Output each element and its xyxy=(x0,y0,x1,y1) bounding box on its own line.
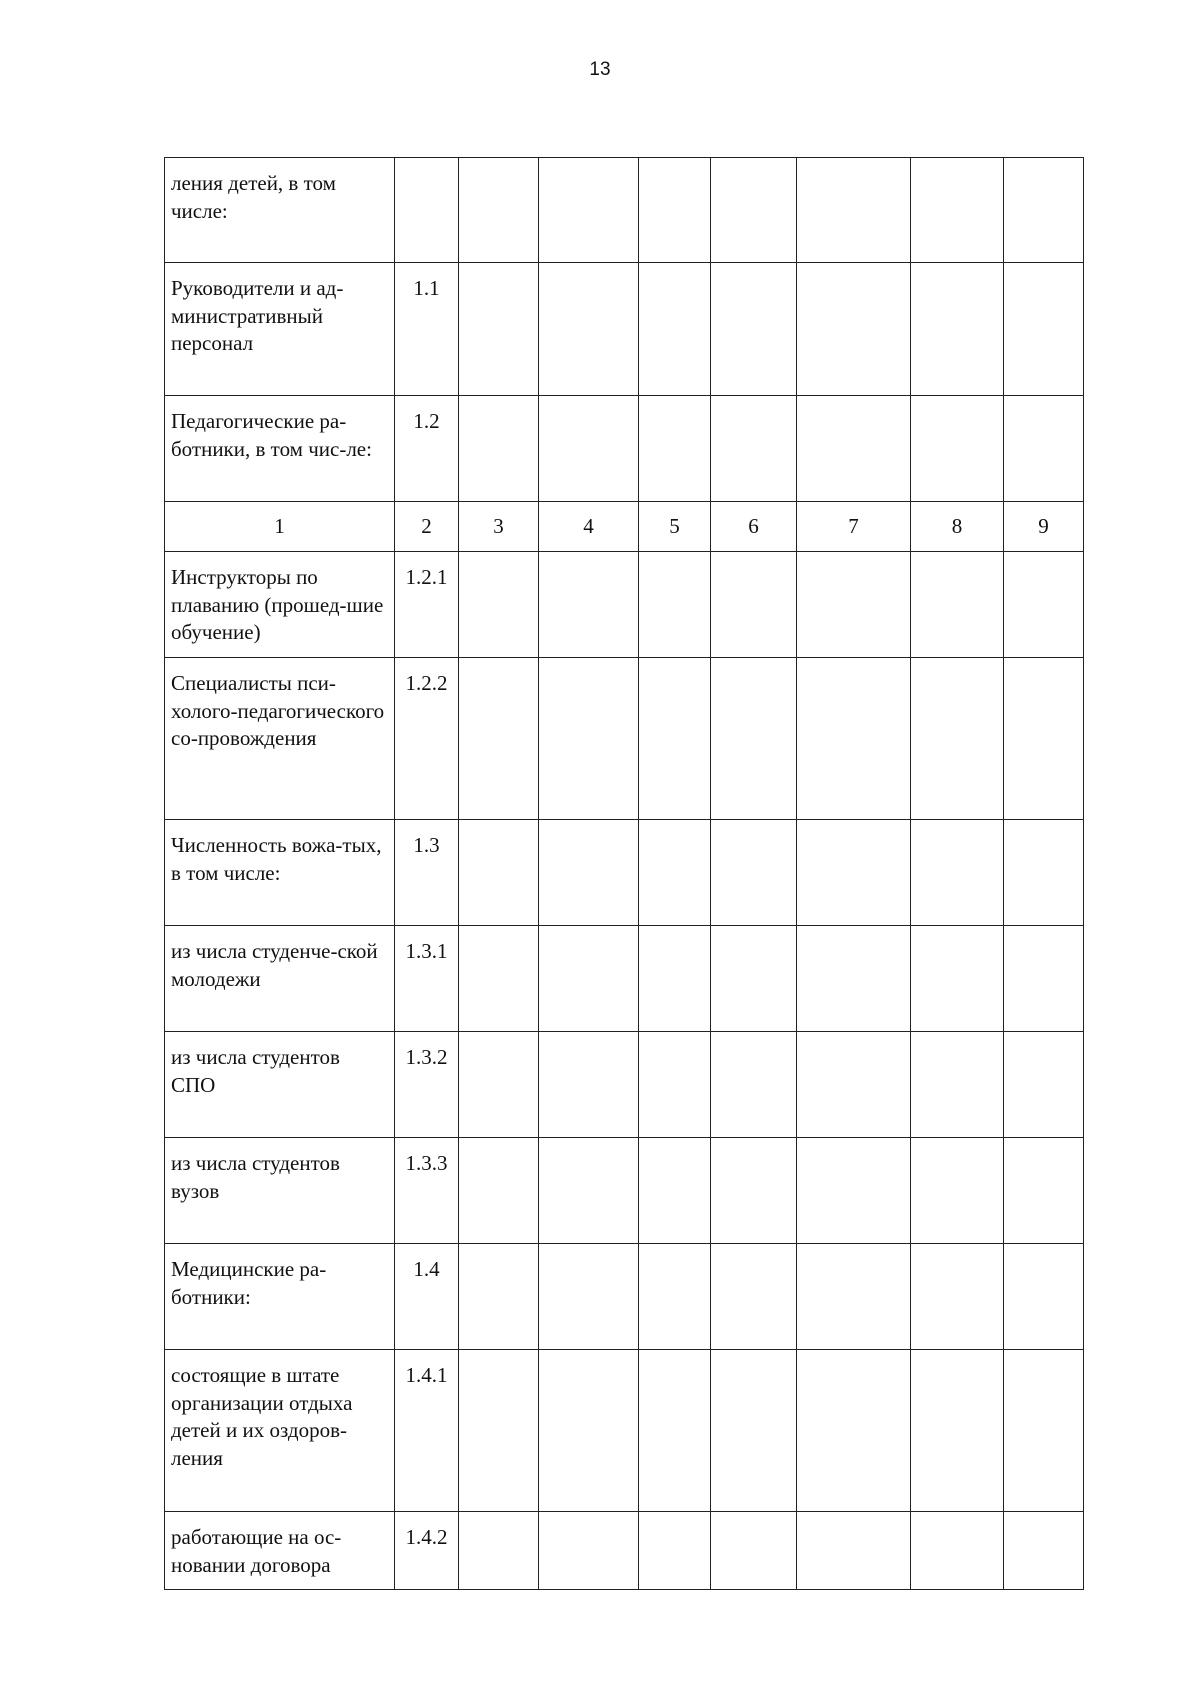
column-number: 2 xyxy=(395,502,459,552)
table-row xyxy=(165,1138,1084,1244)
cell-col-3 xyxy=(459,1350,539,1512)
cell-col-8 xyxy=(911,158,1004,263)
row-name: Инструкторы по плаванию (прошед-шие обучение) xyxy=(165,552,395,658)
cell-col-8 xyxy=(911,926,1004,1032)
cell-col-3 xyxy=(459,1512,539,1590)
cell-col-4 xyxy=(539,263,639,396)
cell-col-3 xyxy=(459,820,539,926)
cell-col-7 xyxy=(797,926,911,1032)
row-name: Руководители и ад-министративный персонал xyxy=(165,263,395,396)
cell-col-8 xyxy=(911,552,1004,658)
row-code: 1.4 xyxy=(395,1244,459,1350)
cell-col-5 xyxy=(639,926,711,1032)
cell-col-6 xyxy=(711,552,797,658)
cell-col-4 xyxy=(539,396,639,502)
table-row xyxy=(165,820,1084,926)
table-row xyxy=(165,1350,1084,1512)
cell-col-5 xyxy=(639,1138,711,1244)
row-code: 1.2.1 xyxy=(395,552,459,658)
cell-col-9 xyxy=(1004,263,1084,396)
cell-col-4 xyxy=(539,1032,639,1138)
cell-col-3 xyxy=(459,158,539,263)
row-code: 1.3.1 xyxy=(395,926,459,1032)
cell-col-3 xyxy=(459,396,539,502)
row-code: 1.2.2 xyxy=(395,658,459,820)
page-number: 13 xyxy=(589,59,611,80)
cell-col-8 xyxy=(911,1244,1004,1350)
cell-col-3 xyxy=(459,926,539,1032)
cell-col-5 xyxy=(639,820,711,926)
cell-col-6 xyxy=(711,1032,797,1138)
table-row xyxy=(165,926,1084,1032)
cell-col-6 xyxy=(711,396,797,502)
cell-col-8 xyxy=(911,1032,1004,1138)
cell-col-8 xyxy=(911,396,1004,502)
cell-col-5 xyxy=(639,552,711,658)
row-code: 1.3 xyxy=(395,820,459,926)
cell-col-8 xyxy=(911,1138,1004,1244)
row-name: из числа студентов вузов xyxy=(165,1138,395,1244)
cell-col-8 xyxy=(911,820,1004,926)
cell-col-9 xyxy=(1004,1244,1084,1350)
cell-col-7 xyxy=(797,396,911,502)
column-number: 9 xyxy=(1004,502,1084,552)
row-code: 1.3.2 xyxy=(395,1032,459,1138)
cell-col-6 xyxy=(711,1350,797,1512)
cell-col-8 xyxy=(911,658,1004,820)
cell-col-6 xyxy=(711,1512,797,1590)
row-name: ления детей, в том числе: xyxy=(165,158,395,263)
table-row xyxy=(165,396,1084,502)
table-row xyxy=(165,552,1084,658)
column-number-row xyxy=(165,502,1084,552)
cell-col-9 xyxy=(1004,552,1084,658)
cell-col-9 xyxy=(1004,1032,1084,1138)
cell-col-6 xyxy=(711,263,797,396)
row-name: работающие на ос-новании договора xyxy=(165,1512,395,1590)
table-row xyxy=(165,1512,1084,1590)
cell-col-5 xyxy=(639,1350,711,1512)
cell-col-3 xyxy=(459,658,539,820)
cell-col-4 xyxy=(539,158,639,263)
row-code: 1.4.1 xyxy=(395,1350,459,1512)
cell-col-7 xyxy=(797,552,911,658)
cell-col-4 xyxy=(539,658,639,820)
cell-col-4 xyxy=(539,1350,639,1512)
cell-col-3 xyxy=(459,263,539,396)
cell-col-9 xyxy=(1004,158,1084,263)
table-row xyxy=(165,658,1084,820)
cell-col-9 xyxy=(1004,1350,1084,1512)
cell-col-7 xyxy=(797,1350,911,1512)
row-name: состоящие в штате организации отдыха детей и их оздоров-ления xyxy=(165,1350,395,1512)
cell-col-5 xyxy=(639,396,711,502)
row-name: из числа студенче-ской молодежи xyxy=(165,926,395,1032)
cell-col-4 xyxy=(539,820,639,926)
row-name: Численность вожа-тых, в том числе: xyxy=(165,820,395,926)
cell-col-6 xyxy=(711,158,797,263)
row-name: Медицинские ра-ботники: xyxy=(165,1244,395,1350)
cell-col-3 xyxy=(459,1244,539,1350)
cell-col-4 xyxy=(539,1512,639,1590)
column-number: 5 xyxy=(639,502,711,552)
row-name: Педагогические ра-ботники, в том чис-ле: xyxy=(165,396,395,502)
row-code: 1.4.2 xyxy=(395,1512,459,1590)
cell-col-5 xyxy=(639,658,711,820)
cell-col-7 xyxy=(797,820,911,926)
column-number: 7 xyxy=(797,502,911,552)
cell-col-6 xyxy=(711,926,797,1032)
cell-col-6 xyxy=(711,1138,797,1244)
cell-col-4 xyxy=(539,926,639,1032)
cell-col-8 xyxy=(911,1512,1004,1590)
cell-col-9 xyxy=(1004,1512,1084,1590)
cell-col-5 xyxy=(639,1512,711,1590)
row-code: 1.1 xyxy=(395,263,459,396)
cell-col-5 xyxy=(639,1032,711,1138)
cell-col-4 xyxy=(539,1138,639,1244)
cell-col-9 xyxy=(1004,658,1084,820)
column-number: 1 xyxy=(165,502,395,552)
cell-col-8 xyxy=(911,263,1004,396)
table-row xyxy=(165,1244,1084,1350)
row-name: из числа студентов СПО xyxy=(165,1032,395,1138)
cell-col-7 xyxy=(797,1512,911,1590)
cell-col-9 xyxy=(1004,926,1084,1032)
cell-col-6 xyxy=(711,658,797,820)
cell-col-3 xyxy=(459,1138,539,1244)
cell-col-7 xyxy=(797,263,911,396)
column-number: 6 xyxy=(711,502,797,552)
cell-col-7 xyxy=(797,158,911,263)
cell-col-4 xyxy=(539,1244,639,1350)
cell-col-3 xyxy=(459,552,539,658)
table-row xyxy=(165,263,1084,396)
cell-col-8 xyxy=(911,1350,1004,1512)
table-row xyxy=(165,1032,1084,1138)
cell-col-4 xyxy=(539,552,639,658)
row-code xyxy=(395,158,459,263)
cell-col-5 xyxy=(639,158,711,263)
cell-col-7 xyxy=(797,1138,911,1244)
column-number: 3 xyxy=(459,502,539,552)
row-code: 1.2 xyxy=(395,396,459,502)
row-code: 1.3.3 xyxy=(395,1138,459,1244)
cell-col-7 xyxy=(797,658,911,820)
cell-col-7 xyxy=(797,1244,911,1350)
row-name: Специалисты пси-холого-педагогического со-провождения xyxy=(165,658,395,820)
cell-col-5 xyxy=(639,1244,711,1350)
column-number: 4 xyxy=(539,502,639,552)
cell-col-6 xyxy=(711,820,797,926)
cell-col-9 xyxy=(1004,820,1084,926)
cell-col-5 xyxy=(639,263,711,396)
cell-col-3 xyxy=(459,1032,539,1138)
cell-col-9 xyxy=(1004,1138,1084,1244)
cell-col-6 xyxy=(711,1244,797,1350)
cell-col-7 xyxy=(797,1032,911,1138)
table-row xyxy=(165,158,1084,263)
cell-col-9 xyxy=(1004,396,1084,502)
staff-table xyxy=(164,157,1084,1590)
column-number: 8 xyxy=(911,502,1004,552)
